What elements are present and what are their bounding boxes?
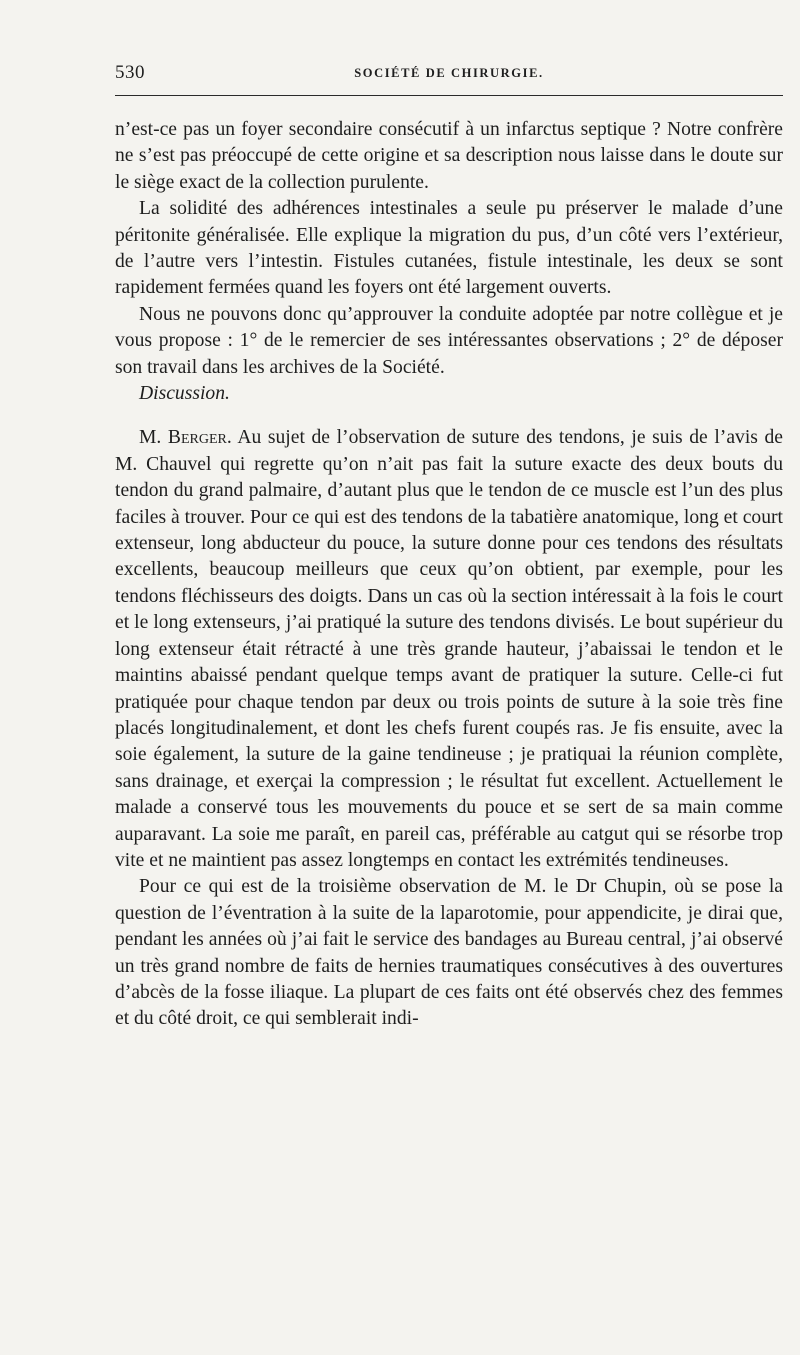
paragraph-4-text: Au sujet de l’observation de suture des tendons, je suis de l’avis de M. Chauvel qui regrette qu’on n’ait pas fait la suture exacte des deux bouts du tendon du grand palmaire, d’autant plus que le tendon de ce muscle est l’un des plus faciles à trouver. Pour ce qui est des tendons de la tabatière anatomique, long et court extenseur, long abducteur du pouce, la suture donne pour ces tendons des résultats excellents, beaucoup meilleurs que ceux qu’on obtient, par exemple, pour les tendons fléchisseurs des doigts. Dans un cas où la section intéressait à la fois le court et le long extenseurs, j’ai pratiqué la suture des tendons divisés. Le bout supérieur du long extenseur était rétracté à une très grande hauteur, j’abaissai le tendon et le maintins abaissé pendant quelque temps avant de pratiquer la suture. Celle-ci fut pratiquée pour chaque tendon par deux ou trois points de suture à la soie très fine placés longitudinalement, et dont les chefs furent coupés ras. Je fis ensuite, avec la soie également, la suture de la gaine tendineuse ; je pratiquai la réunion complète, sans drainage, et exerçai la compression ; le résultat fut excellent. Actuellement le malade a conservé tous les mouvements du pouce et se sert de sa main comme auparavant. La soie me paraît, en pareil cas, préférable au catgut qui se résorbe trop vite et ne maintient pas assez longtemps en contact les extrémités tendineuses. — [115, 427, 783, 871]
header-rule — [115, 95, 783, 96]
speaker-name: M. Berger. — [139, 427, 232, 449]
page-header — [115, 62, 783, 92]
paragraph-1: n’est-ce pas un foyer secondaire consécutif à un infarctus septique ? Notre confrère ne s’est pas préoccupé de cette origine et sa description nous laisse dans le doute sur le siège exact de la collection purulente. — [115, 119, 783, 193]
paragraph-3: Nous ne pouvons donc qu’approuver la conduite adoptée par notre collègue et je vous propose : 1° de le remercier de ses intéressantes observations ; 2° de déposer son travail dans les archives de la Société. — [115, 303, 783, 378]
body-text — [115, 117, 783, 1033]
running-head: SOCIÉTÉ DE CHIRURGIE. — [354, 66, 544, 80]
section-heading: Discussion. — [139, 383, 230, 405]
paragraph-4 — [115, 425, 783, 874]
page-number: 530 — [115, 62, 145, 83]
heading-spacer — [115, 407, 783, 425]
paragraph-5: Pour ce qui est de la troisième observation de M. le Dr Chupin, où se pose la question de l’éventration à la suite de la laparotomie, pour appendicite, je dirai que, pendant les années où j’ai fait le service des bandages au Bureau central, j’ai observé un très grand nombre de faits de hernies traumatiques consécutives à des ouvertures d’abcès de la fosse iliaque. La plupart de ces faits ont été observés chez des femmes et du côté droit, ce qui semblerait indi- — [115, 876, 783, 1030]
paragraph-2: La solidité des adhérences intestinales a seule pu préserver le malade d’une péritonite généralisée. Elle explique la migration du pus, d’un côté vers l’extérieur, de l’autre vers l’intestin. Fistules cutanées, fistule intestinale, les deux se sont rapidement fermées quand les foyers ont été largement ouverts. — [115, 198, 783, 299]
